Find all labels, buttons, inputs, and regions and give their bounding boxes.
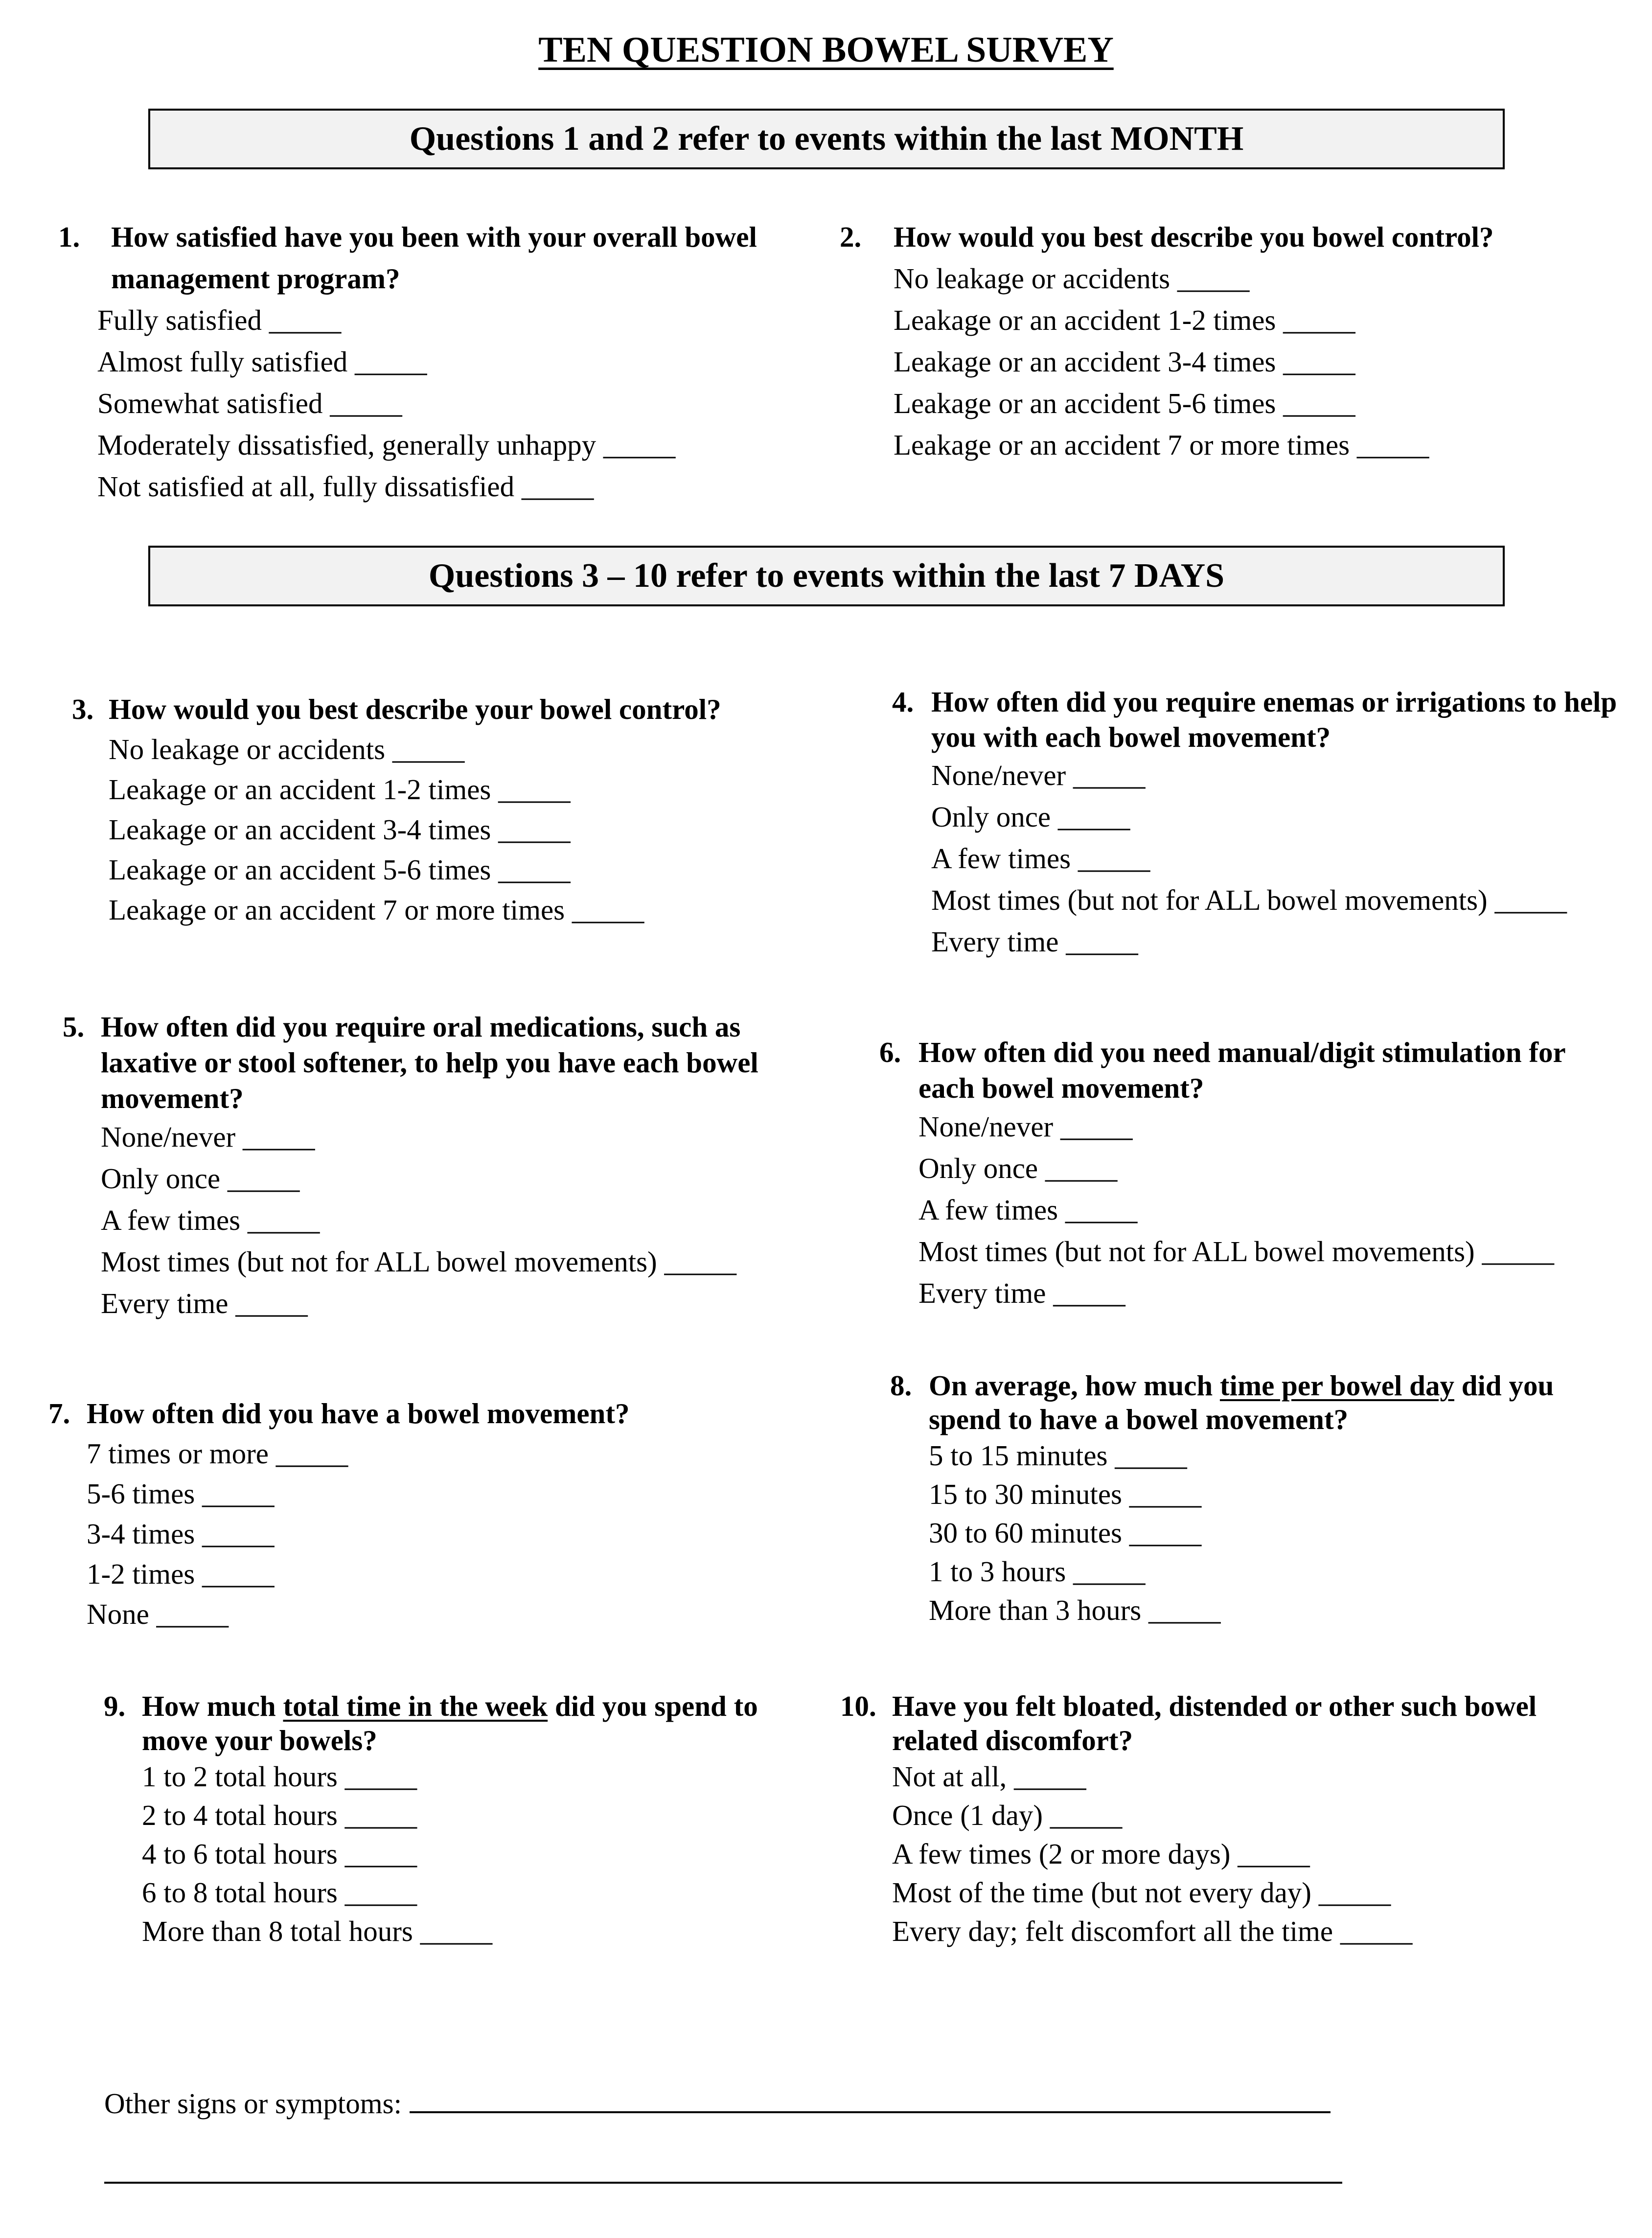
question-1 <box>58 216 762 508</box>
option-item[interactable]: None _____ <box>87 1598 229 1630</box>
option-item[interactable]: More than 3 hours _____ <box>929 1594 1221 1626</box>
option-item[interactable]: None/never _____ <box>918 1110 1133 1143</box>
question-8 <box>890 1369 1614 1630</box>
option-item[interactable]: Leakage or an accident 1-2 times _____ <box>894 304 1355 336</box>
option-item[interactable]: 1 to 2 total hours _____ <box>142 1760 417 1793</box>
option-item[interactable]: Every time _____ <box>918 1277 1125 1309</box>
option-item[interactable]: No leakage or accidents _____ <box>109 733 465 765</box>
question-text: How satisfied have you been with your overall bowel management program? <box>111 221 757 295</box>
option-item[interactable]: 4 to 6 total hours _____ <box>142 1838 417 1870</box>
option-item[interactable]: Almost fully satisfied _____ <box>97 346 427 378</box>
survey-title: TEN QUESTION BOWEL SURVEY <box>538 30 1114 70</box>
option-item[interactable]: Leakage or an accident 7 or more times _____ <box>894 429 1429 461</box>
question-number: 4. <box>892 686 914 718</box>
option-item[interactable]: Not at all, _____ <box>892 1760 1086 1793</box>
option-item[interactable]: None/never _____ <box>931 759 1146 791</box>
option-item[interactable]: Only once _____ <box>918 1152 1118 1184</box>
option-item[interactable]: Every time _____ <box>931 925 1138 958</box>
question-2 <box>840 216 1588 466</box>
option-item[interactable]: No leakage or accidents _____ <box>894 262 1250 295</box>
option-item[interactable]: Fully satisfied _____ <box>97 304 342 336</box>
question-number: 7. <box>48 1397 70 1430</box>
question-number: 1. <box>58 221 80 253</box>
option-item[interactable]: A few times _____ <box>101 1204 320 1236</box>
option-item[interactable]: Only once _____ <box>101 1162 300 1195</box>
option-item[interactable]: Leakage or an accident 1-2 times _____ <box>109 773 571 806</box>
question-7 <box>48 1393 772 1634</box>
option-item[interactable]: Every time _____ <box>101 1287 308 1319</box>
option-item[interactable]: A few times _____ <box>931 842 1150 875</box>
question-number: 8. <box>890 1369 912 1402</box>
option-item[interactable]: Leakage or an accident 7 or more times _____ <box>109 894 644 926</box>
option-item[interactable]: Not satisfied at all, fully dissatisfied _____ <box>97 470 594 503</box>
option-item[interactable]: 30 to 60 minutes _____ <box>929 1517 1202 1549</box>
option-item[interactable]: 1 to 3 hours _____ <box>929 1555 1146 1588</box>
option-item[interactable]: Most times (but not for ALL bowel movements) _____ <box>918 1235 1554 1268</box>
option-item[interactable]: Most times (but not for ALL bowel movements) _____ <box>931 884 1567 916</box>
option-item[interactable]: More than 8 total hours _____ <box>142 1915 493 1947</box>
option-item[interactable]: 5 to 15 minutes _____ <box>929 1439 1187 1472</box>
other-symptoms <box>104 2086 1331 2121</box>
option-item[interactable]: 7 times or more _____ <box>87 1437 348 1470</box>
other-symptoms-field[interactable] <box>410 2086 1331 2113</box>
question-4 <box>892 684 1626 963</box>
option-item[interactable]: Leakage or an accident 5-6 times _____ <box>894 387 1355 419</box>
question-text: How often did you need manual/digit stimulation for each bowel movement? <box>918 1036 1565 1104</box>
question-text: Have you felt bloated, distended or other such bowel related discomfort? <box>892 1690 1537 1756</box>
question-number: 9. <box>104 1690 126 1722</box>
other-symptoms-label: Other signs or symptoms: <box>104 2087 402 2120</box>
question-number: 3. <box>72 693 94 725</box>
option-item[interactable]: 15 to 30 minutes _____ <box>929 1478 1202 1510</box>
option-item[interactable]: Somewhat satisfied _____ <box>97 387 402 419</box>
option-item[interactable]: Most of the time (but not every day) _____ <box>892 1876 1391 1909</box>
question-number: 6. <box>879 1036 901 1068</box>
question-number: 2. <box>840 221 862 253</box>
question-6 <box>879 1035 1613 1314</box>
question-text: How much total time in the week did you spend to move your bowels? <box>142 1690 758 1756</box>
question-text: How often did you require oral medications, such as laxative or stool softener, to help you have each bowel movement? <box>101 1011 758 1114</box>
question-number: 5. <box>63 1011 85 1043</box>
option-item[interactable]: 2 to 4 total hours _____ <box>142 1799 417 1831</box>
question-text: On average, how much time per bowel day did you spend to have a bowel movement? <box>929 1369 1554 1435</box>
option-item[interactable]: Leakage or an accident 3-4 times _____ <box>109 813 571 846</box>
option-item[interactable]: Leakage or an accident 5-6 times _____ <box>109 854 571 886</box>
question-text: How often did you require enemas or irrigations to help you with each bowel movement? <box>931 686 1617 753</box>
question-10 <box>840 1689 1577 1951</box>
option-item[interactable]: None/never _____ <box>101 1121 315 1153</box>
question-9 <box>104 1689 812 1951</box>
question-text: How would you best describe your bowel control? <box>109 693 721 725</box>
option-item[interactable]: Most times (but not for ALL bowel movements) _____ <box>101 1246 736 1278</box>
option-item[interactable]: Once (1 day) _____ <box>892 1799 1123 1831</box>
option-item[interactable]: 3-4 times _____ <box>87 1518 275 1550</box>
banner-days: Questions 3 – 10 refer to events within the last 7 DAYS <box>148 546 1505 606</box>
option-item[interactable]: Leakage or an accident 3-4 times _____ <box>894 346 1355 378</box>
question-text: How often did you have a bowel movement? <box>87 1397 630 1430</box>
option-item[interactable]: A few times (2 or more days) _____ <box>892 1838 1310 1870</box>
option-item[interactable]: Only once _____ <box>931 801 1130 833</box>
question-text: How would you best describe you bowel control? <box>894 221 1494 253</box>
option-item[interactable]: 6 to 8 total hours _____ <box>142 1876 417 1909</box>
question-number: 10. <box>840 1690 876 1722</box>
question-3 <box>72 689 759 930</box>
option-item[interactable]: 5-6 times _____ <box>87 1477 275 1510</box>
other-symptoms-field-2[interactable] <box>104 2182 1342 2184</box>
banner-month: Questions 1 and 2 refer to events within the last MONTH <box>148 109 1505 169</box>
option-item[interactable]: A few times _____ <box>918 1194 1138 1226</box>
option-item[interactable]: 1-2 times _____ <box>87 1558 275 1590</box>
question-5 <box>63 1009 786 1324</box>
option-item[interactable]: Every day; felt discomfort all the time _____ <box>892 1915 1413 1947</box>
option-item[interactable]: Moderately dissatisfied, generally unhappy _____ <box>97 429 676 461</box>
